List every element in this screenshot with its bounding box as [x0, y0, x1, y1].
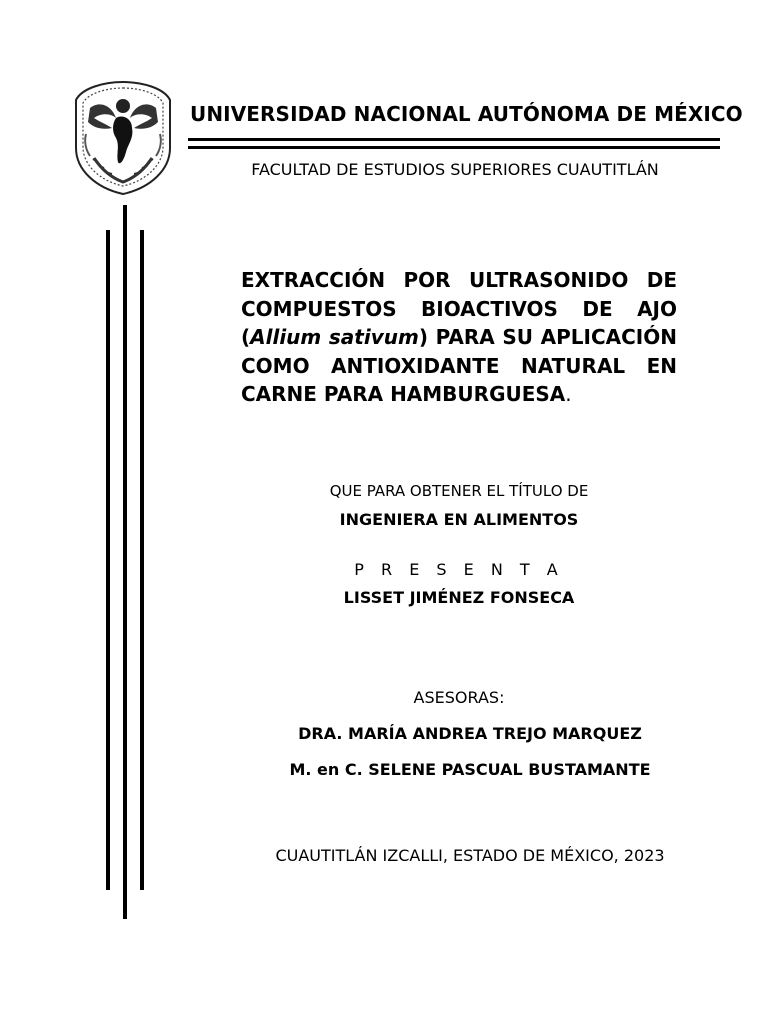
- place-date: CUAUTITLÁN IZCALLI, ESTADO DE MÉXICO, 2023: [275, 846, 665, 865]
- title-species: sativum: [328, 325, 419, 349]
- presenter-label: P R E S E N T A: [354, 560, 564, 579]
- degree-intro: QUE PARA OBTENER EL TÍTULO DE: [329, 482, 589, 500]
- title-part-2: ) PARA SU APLICACIÓN COMO ANTIOXIDANTE NATURAL EN CARNE PARA HAMBURGUESA: [241, 325, 677, 406]
- title-end: .: [565, 382, 572, 406]
- header-rule-top: [188, 138, 720, 141]
- university-name: UNIVERSIDAD NACIONAL AUTÓNOMA DE MÉXICO: [190, 102, 743, 126]
- thesis-title: [241, 266, 677, 409]
- vertical-line-left: [106, 230, 110, 890]
- unam-seal-icon: [72, 78, 174, 196]
- degree-name: INGENIERA EN ALIMENTOS: [339, 510, 579, 529]
- author-name: LISSET JIMÉNEZ FONSECA: [343, 588, 575, 607]
- advisor-2: M. en C. SELENE PASCUAL BUSTAMANTE: [289, 760, 651, 779]
- title-genus: Allium: [250, 325, 322, 349]
- title-part-1: EXTRACCIÓN POR ULTRASONIDO DE COMPUESTOS BIOACTIVOS DE AJO (: [241, 268, 677, 349]
- vertical-line-right: [140, 230, 144, 890]
- advisor-1: DRA. MARÍA ANDREA TREJO MARQUEZ: [298, 724, 642, 743]
- advisors-label: ASESORAS:: [413, 688, 505, 707]
- faculty-name: FACULTAD DE ESTUDIOS SUPERIORES CUAUTITLÁN: [251, 160, 659, 179]
- header-rule-bottom: [188, 146, 720, 149]
- vertical-line-center: [123, 205, 127, 919]
